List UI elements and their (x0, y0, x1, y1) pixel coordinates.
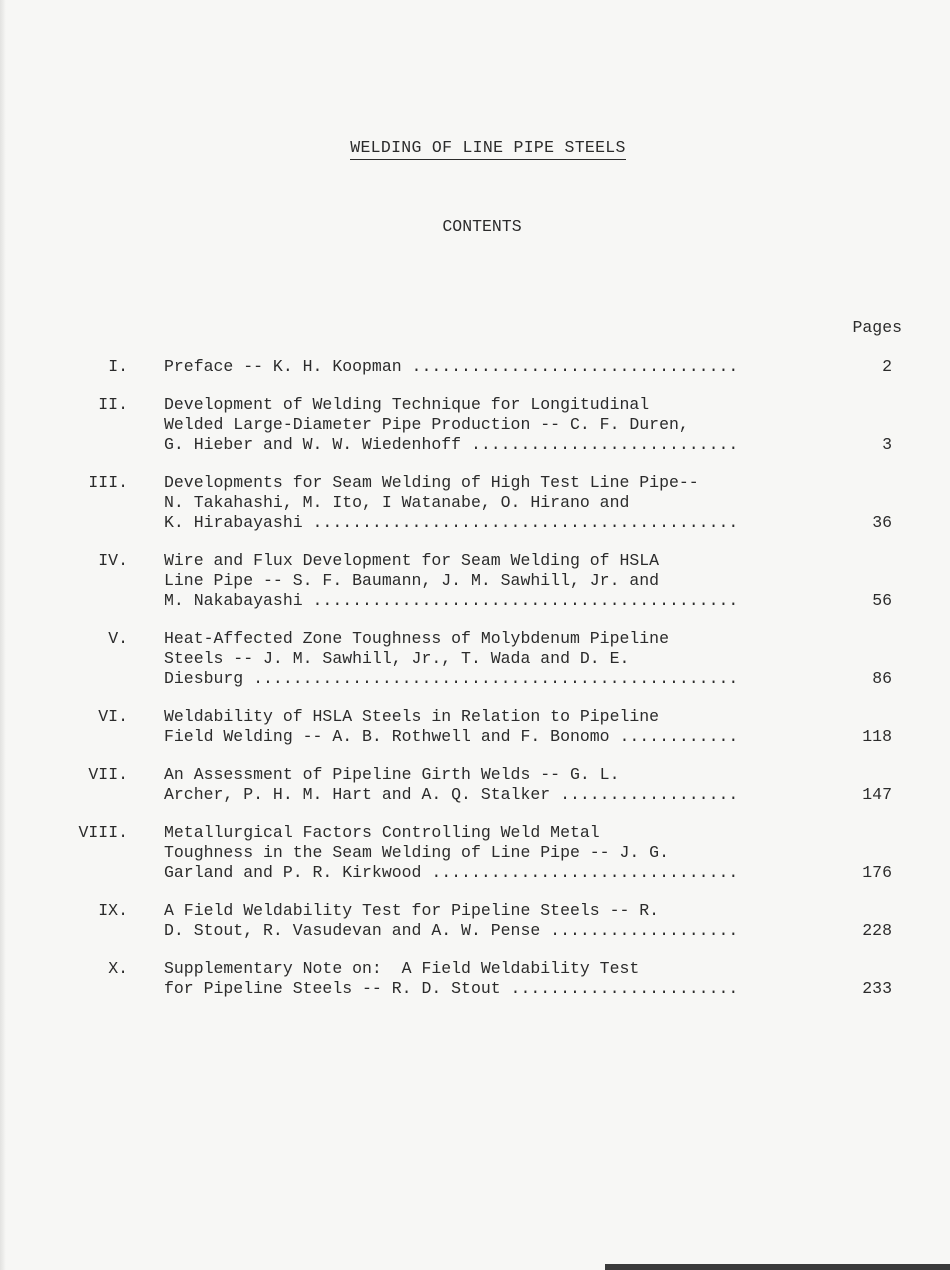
toc-entry-line: G. Hieber and W. W. Wiedenhoff ........................... (164, 435, 739, 454)
toc-entry-line: Supplementary Note on: A Field Weldability Test (164, 959, 640, 978)
toc-entry (60, 823, 900, 883)
toc-entry-line: for Pipeline Steels -- R. D. Stout ....................... (164, 979, 739, 998)
toc-entry-line: Welded Large-Diameter Pipe Production -- C. F. Duren, (164, 415, 689, 434)
toc-entry-line: Field Welding -- A. B. Rothwell and F. Bonomo ............ (164, 727, 739, 746)
toc-entry (60, 473, 900, 533)
toc-entry-line: D. Stout, R. Vasudevan and A. W. Pense ................... (164, 921, 739, 940)
toc-entry-page-number: 36 (872, 513, 892, 532)
toc-entry-line: Development of Welding Technique for Longitudinal (164, 395, 650, 414)
toc-entry (60, 959, 900, 999)
toc-entry (60, 765, 900, 805)
toc-entry-title (164, 959, 841, 999)
page-bottom-edge (605, 1264, 950, 1270)
contents-heading: CONTENTS (442, 217, 522, 236)
toc-entry-line: A Field Weldability Test for Pipeline Steels -- R. (164, 901, 660, 920)
toc-entry-line: Preface -- K. H. Koopman ................................. (164, 357, 739, 376)
toc-entry-page-number: 228 (862, 921, 892, 940)
toc-entry-line: Developments for Seam Welding of High Test Line Pipe-- (164, 473, 699, 492)
toc-entry-number: I. (108, 357, 128, 376)
toc-entry (60, 901, 900, 941)
toc-entry-line: An Assessment of Pipeline Girth Welds -- G. L. (164, 765, 620, 784)
toc-entry (60, 707, 900, 747)
page-left-shadow (0, 0, 6, 1270)
toc-entry-number: II. (98, 395, 128, 414)
toc-entry-number: VIII. (78, 823, 128, 842)
toc-entry-title (164, 823, 841, 883)
toc-entry-number: X. (108, 959, 128, 978)
toc-entry (60, 629, 900, 689)
toc-entry-line: Garland and P. R. Kirkwood ............................... (164, 863, 739, 882)
toc-entry-line: Heat-Affected Zone Toughness of Molybdenum Pipeline (164, 629, 669, 648)
toc-entry-page-number: 56 (872, 591, 892, 610)
pages-column-heading: Pages (852, 318, 902, 337)
toc-entry-number: V. (108, 629, 128, 648)
toc-entry (60, 357, 900, 377)
toc-entry-title (164, 551, 841, 611)
toc-entry-line: N. Takahashi, M. Ito, I Watanabe, O. Hirano and (164, 493, 630, 512)
toc-entry-number: IX. (98, 901, 128, 920)
toc-entry-number: IV. (98, 551, 128, 570)
toc-entry-title (164, 707, 841, 747)
toc-entry-title (164, 357, 841, 377)
toc-entry-number: III. (88, 473, 128, 492)
toc-entry-line: Archer, P. H. M. Hart and A. Q. Stalker .................. (164, 785, 739, 804)
toc-entry-page-number: 118 (862, 727, 892, 746)
toc-entry-number: VII. (88, 765, 128, 784)
toc-entry-page-number: 2 (882, 357, 892, 376)
toc-entry-title (164, 765, 841, 805)
document-title-text: WELDING OF LINE PIPE STEELS (350, 138, 625, 160)
toc-entry-page-number: 176 (862, 863, 892, 882)
toc-entry-line: Line Pipe -- S. F. Baumann, J. M. Sawhill, Jr. and (164, 571, 660, 590)
toc-entry-line: Diesburg ................................................. (164, 669, 739, 688)
document-title (0, 138, 950, 160)
toc-entry-line: Wire and Flux Development for Seam Welding of HSLA (164, 551, 660, 570)
toc-entry-line: K. Hirabayashi ........................................... (164, 513, 739, 532)
toc-entry-line: M. Nakabayashi ........................................... (164, 591, 739, 610)
toc-entry-line: Metallurgical Factors Controlling Weld Metal (164, 823, 600, 842)
toc-entry-title (164, 473, 841, 533)
toc-entry-page-number: 3 (882, 435, 892, 454)
toc-entry-page-number: 147 (862, 785, 892, 804)
toc-entry-page-number: 233 (862, 979, 892, 998)
toc-entry (60, 551, 900, 611)
toc-entry-page-number: 86 (872, 669, 892, 688)
toc-entry-line: Toughness in the Seam Welding of Line Pipe -- J. G. (164, 843, 669, 862)
table-of-contents (60, 357, 900, 1017)
toc-entry-title (164, 901, 841, 941)
toc-entry (60, 395, 900, 455)
toc-entry-line: Steels -- J. M. Sawhill, Jr., T. Wada and D. E. (164, 649, 630, 668)
toc-entry-number: VI. (98, 707, 128, 726)
toc-entry-title (164, 395, 841, 455)
toc-entry-title (164, 629, 841, 689)
toc-entry-line: Weldability of HSLA Steels in Relation to Pipeline (164, 707, 660, 726)
